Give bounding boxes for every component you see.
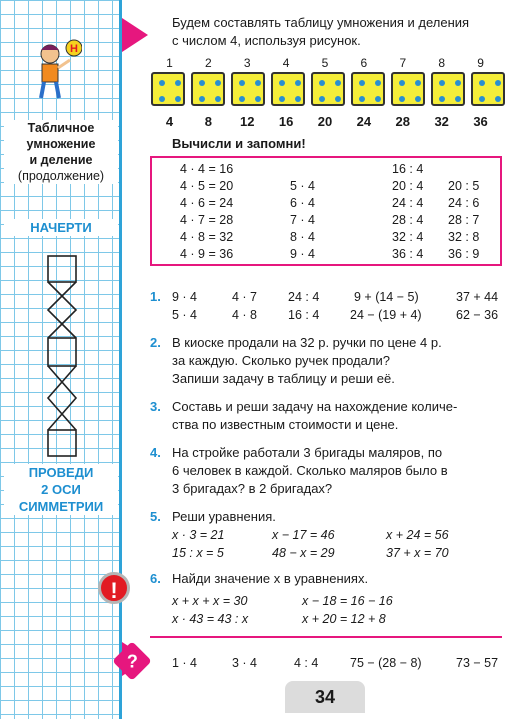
task-text-line: Запиши задачу в таблицу и реши её.	[172, 371, 395, 386]
question-icon-glyph: ?	[126, 651, 138, 671]
memo-row	[152, 230, 500, 246]
memo-cell: 4 · 7 = 28	[180, 213, 234, 227]
dice-index: 6	[360, 56, 368, 70]
memo-cell: 28 : 4	[392, 213, 424, 227]
task-1-expr: 37 + 44	[456, 290, 499, 304]
task-text-line: На стройке работали 3 бригады маляров, по	[172, 445, 443, 460]
die-four-icon	[431, 72, 465, 106]
divider-line	[150, 636, 502, 638]
mascot-letter: Н	[70, 43, 78, 55]
memo-row	[152, 162, 500, 178]
bonus-expr: 73 − 57	[456, 656, 499, 670]
die-four-icon	[391, 72, 425, 106]
dice-top-numbers	[150, 56, 500, 70]
section-subtitle: (продолжение)	[17, 169, 105, 183]
dice-total: 8	[204, 114, 212, 129]
draw-label: НАЧЕРТИ	[4, 219, 118, 236]
memo-cell: 4 · 9 = 36	[180, 247, 234, 261]
task-1-expr: 24 − (19 + 4)	[350, 308, 422, 322]
die-four-icon	[311, 72, 345, 106]
task-text-line: 3 бригадах? в 2 бригадах?	[172, 481, 333, 496]
memo-cell: 24 : 6	[448, 196, 480, 210]
memo-cell: 4 · 5 = 20	[180, 179, 234, 193]
equation: x − 18 = 16 − 16	[302, 594, 393, 608]
intro-line: с числом 4, используя рисунок.	[172, 33, 361, 48]
memo-cell: 32 : 8	[448, 230, 480, 244]
task-5	[150, 508, 512, 562]
dice-total: 24	[356, 114, 372, 129]
task-number: 1.	[150, 289, 161, 304]
task-title: Найди значение x в уравнениях.	[172, 571, 369, 586]
task-title: Реши уравнения.	[172, 509, 276, 524]
equation: x + 24 = 56	[386, 528, 449, 542]
memo-cell: 6 · 4	[290, 196, 316, 210]
memo-cell: 5 · 4	[290, 179, 316, 193]
task-text-line: ства по известным стоимости и цене.	[172, 417, 399, 432]
task-text-line: за каждую. Сколько ручек продали?	[172, 353, 390, 368]
task-4	[150, 444, 512, 498]
left-grid-panel	[0, 0, 122, 719]
symmetry-label-line: СИММЕТРИИ	[18, 499, 104, 514]
die-four-icon	[151, 72, 185, 106]
task-1-expr: 4 · 8	[232, 308, 258, 322]
page-number: 34	[285, 681, 365, 713]
task-number: 2.	[150, 335, 161, 350]
equation: x + x + x = 30	[172, 594, 248, 608]
memo-cell: 8 · 4	[290, 230, 316, 244]
dice-index: 9	[477, 56, 484, 70]
equation: x + 20 = 12 + 8	[302, 612, 386, 626]
memo-box	[150, 156, 502, 266]
die-four-icon	[351, 72, 385, 106]
task-1	[150, 288, 512, 328]
memo-row	[152, 179, 500, 195]
bonus-row	[150, 654, 512, 674]
dice-index: 2	[204, 56, 212, 70]
memo-cell: 7 · 4	[290, 213, 316, 227]
task-text-line: 6 человек в каждой. Сколько маляров было в	[172, 463, 448, 478]
die-four-icon	[471, 72, 505, 106]
symmetry-label-line: 2 ОСИ	[41, 482, 81, 497]
memo-row	[152, 213, 500, 229]
bonus-expr: 3 · 4	[232, 656, 258, 670]
memo-cell: 9 · 4	[290, 247, 316, 261]
section-title-line: Табличное	[27, 121, 95, 135]
memo-row	[152, 247, 500, 263]
dice-index: 5	[321, 56, 329, 70]
dice-total: 16	[278, 114, 294, 129]
task-number: 4.	[150, 445, 161, 460]
dice-totals	[150, 114, 500, 129]
dice-total: 32	[434, 114, 449, 129]
mascot-icon	[30, 38, 82, 104]
section-marker-arrow	[122, 18, 148, 52]
task-text-line: Составь и реши задачу на нахождение количе-	[172, 399, 458, 414]
memo-cell: 4 · 8 = 32	[180, 230, 234, 244]
task-3	[150, 398, 512, 434]
dice-total: 20	[317, 114, 333, 129]
section-title-line: умножение	[26, 137, 96, 151]
task-1-expr: 4 · 7	[232, 290, 258, 304]
section-title-line: и деление	[29, 153, 93, 167]
memo-cell: 20 : 5	[448, 179, 480, 193]
dice-row	[151, 72, 511, 106]
equation: x − 17 = 46	[272, 528, 335, 542]
dice-index: 3	[243, 56, 251, 70]
equation: 48 − x = 29	[272, 546, 335, 560]
symmetry-figure	[44, 254, 80, 460]
memo-cell: 36 : 9	[448, 247, 480, 261]
task-number: 3.	[150, 399, 161, 414]
task-1-expr: 5 · 4	[172, 308, 198, 322]
task-2	[150, 334, 512, 388]
memo-cell: 4 · 4 = 16	[180, 162, 234, 176]
bonus-expr: 75 − (28 − 8)	[350, 656, 422, 670]
task-1-expr: 9 · 4	[172, 290, 198, 304]
task-1-expr: 24 : 4	[288, 290, 320, 304]
task-text-line: В киоске продали на 32 р. ручки по цене 4 р.	[172, 335, 442, 350]
task-6	[150, 570, 512, 626]
memo-cell: 4 · 6 = 24	[180, 196, 234, 210]
memo-cell: 36 : 4	[392, 247, 424, 261]
memo-cell: 32 : 4	[392, 230, 424, 244]
equation: 37 + x = 70	[386, 546, 449, 560]
equation: 15 : x = 5	[172, 546, 224, 560]
exclamation-icon: !	[98, 572, 130, 604]
dice-total: 36	[473, 114, 488, 129]
memo-cell: 16 : 4	[392, 162, 424, 176]
die-four-icon	[191, 72, 225, 106]
task-number: 5.	[150, 509, 161, 524]
dice-total: 4	[165, 114, 174, 129]
task-1-expr: 16 : 4	[288, 308, 320, 322]
equation: x · 3 = 21	[172, 528, 225, 542]
intro-line: Будем составлять таблицу умножения и деления	[172, 15, 470, 30]
task-1-expr: 62 − 36	[456, 308, 499, 322]
symmetry-label-line: ПРОВЕДИ	[28, 465, 94, 480]
dice-index: 7	[399, 56, 407, 70]
equation: x · 43 = 43 : x	[172, 612, 249, 626]
memo-row	[152, 196, 500, 212]
dice-index: 8	[438, 56, 446, 70]
memo-cell: 24 : 4	[392, 196, 424, 210]
intro-text	[172, 14, 512, 50]
dice-total: 28	[395, 114, 411, 129]
section-title	[4, 120, 118, 184]
dice-total: 12	[239, 114, 255, 129]
bonus-expr: 4 : 4	[294, 656, 319, 670]
memo-cell: 20 : 4	[392, 179, 424, 193]
dice-index: 4	[282, 56, 290, 70]
memo-cell: 28 : 7	[448, 213, 480, 227]
die-four-icon	[231, 72, 265, 106]
bonus-expr: 1 · 4	[172, 656, 198, 670]
task-number: 6.	[150, 571, 161, 586]
die-four-icon	[271, 72, 305, 106]
dice-index: 1	[166, 56, 173, 70]
task-1-expr: 9 + (14 − 5)	[354, 290, 419, 304]
symmetry-label	[4, 464, 118, 515]
memo-title: Вычисли и запомни!	[172, 136, 306, 151]
